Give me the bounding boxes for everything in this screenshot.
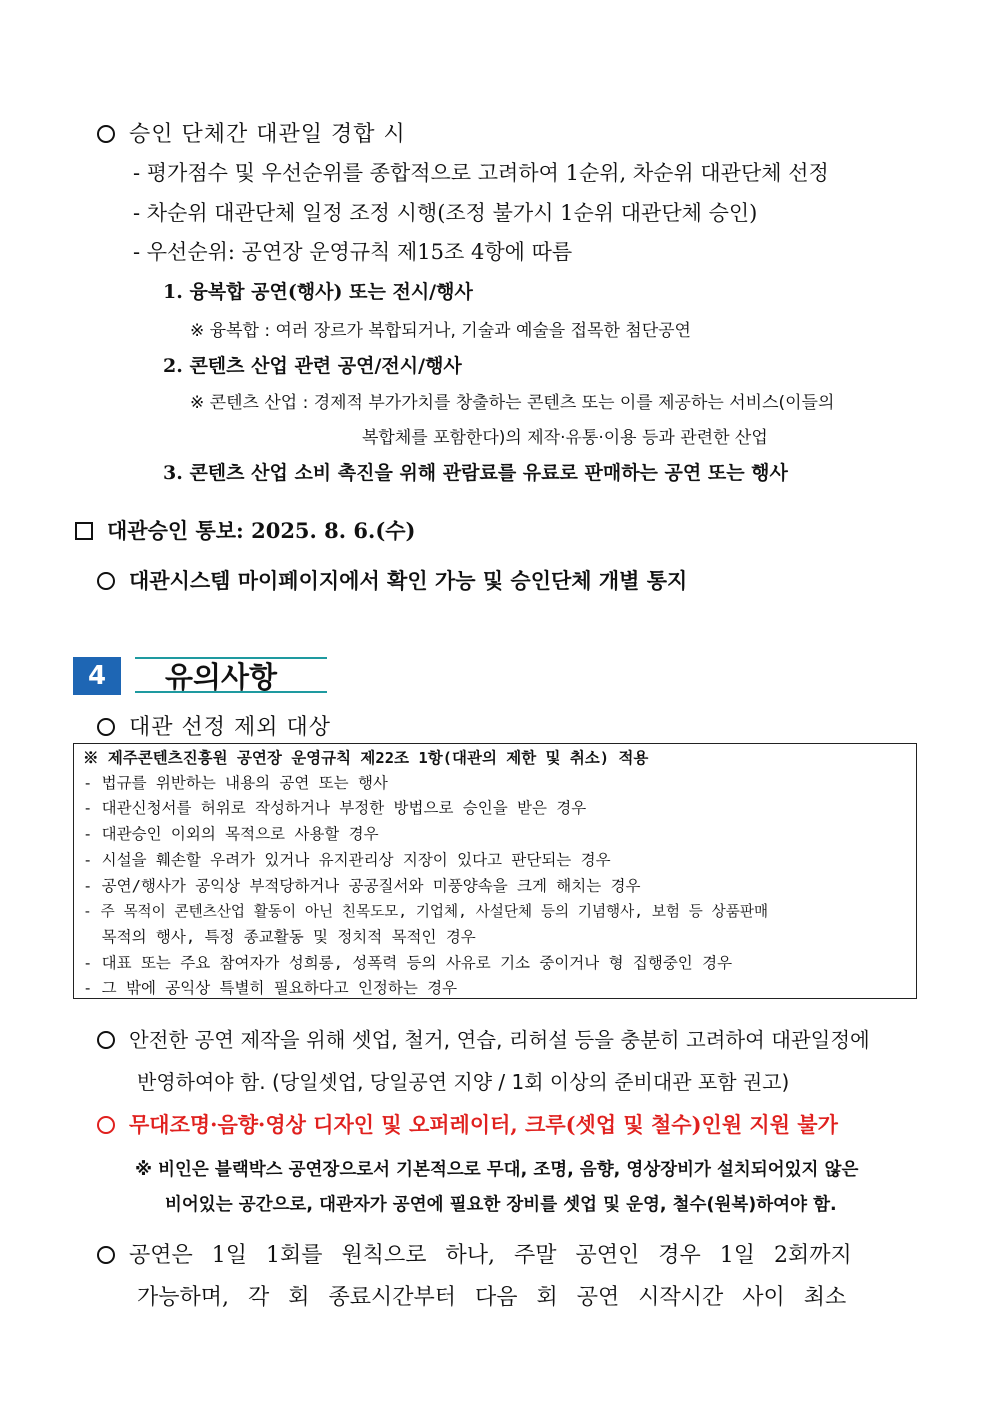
circle-bullet-icon — [97, 718, 115, 736]
blackbox-note-a: ※ 비인은 블랙박스 공연장으로서 기본적으로 무대, 조명, 음향, 영상장비가 설치되어있지 않은 — [135, 1160, 859, 1180]
circle-bullet-icon — [97, 125, 115, 143]
box-row: 목적의 행사, 특정 종교활동 및 정치적 목적인 경우 — [83, 928, 476, 946]
box-row: - 주 목적이 콘텐츠산업 활동이 아닌 친목도모, 기업체, 사설단체 등의 기념행사, 보험 등 상품판매 — [83, 903, 769, 920]
exclusion-box — [73, 743, 917, 999]
box-row: - 시설을 훼손할 우려가 있거나 유지관리상 지장이 있다고 판단되는 경우 — [83, 851, 611, 869]
priority-item-2: 2. 콘텐츠 산업 관련 공연/전시/행사 — [163, 355, 462, 377]
dash-item-3: - 우선순위: 공연장 운영규칙 제15조 4항에 따름 — [133, 240, 573, 264]
priority-item-3: 3. 콘텐츠 산업 소비 촉진을 위해 관람료를 유료로 판매하는 공연 또는 행사 — [163, 462, 788, 484]
section-title: 유의사항 — [135, 657, 327, 693]
priority-item-2-note-a: ※ 콘텐츠 산업 : 경제적 부가가치를 창출하는 콘텐츠 또는 이를 제공하는 서비스(이들의 — [190, 393, 835, 413]
safety-paragraph-a: 안전한 공연 제작을 위해 셋업, 철거, 연습, 리허설 등을 충분히 고려하여 대관일정에 — [97, 1024, 870, 1053]
dash-item-1: - 평가점수 및 우선순위를 종합적으로 고려하여 1순위, 차순위 대관단체 선정 — [133, 161, 829, 185]
square-bullet-icon — [75, 522, 93, 540]
dash-item-2: - 차순위 대관단체 일정 조정 시행(조정 불가시 1순위 대관단체 승인) — [133, 201, 758, 225]
box-row: ※ 제주콘텐츠진흥원 공연장 운영규칙 제22조 1항(대관의 제한 및 취소) 적용 — [83, 749, 649, 767]
priority-item-2-note-b: 복합체를 포함한다)의 제작·유통·이용 등과 관련한 산업 — [362, 428, 768, 448]
performance-paragraph-b: 가능하며, 각 회 종료시간부터 다음 회 공연 시작시간 사이 최소 — [137, 1285, 847, 1310]
circle-bullet-icon — [97, 1246, 115, 1264]
exclusion-heading: 대관 선정 제외 대상 — [97, 710, 331, 741]
blackbox-note-b: 비어있는 공간으로, 대관자가 공연에 필요한 장비를 셋업 및 운영, 철수(원복)하여야 함. — [165, 1195, 837, 1215]
performance-paragraph-a: 공연은 1일 1회를 원칙으로 하나, 주말 공연인 경우 1일 2회까지 — [97, 1238, 852, 1269]
box-row: - 법규를 위반하는 내용의 공연 또는 행사 — [83, 774, 388, 792]
safety-paragraph-b: 반영하여야 함. (당일셋업, 당일공연 지양 / 1회 이상의 준비대관 포함 권고) — [137, 1070, 790, 1094]
circle-bullet-icon — [97, 572, 115, 590]
contest-heading: 승인 단체간 대관일 경합 시 — [97, 117, 406, 148]
box-row: - 대관승인 이외의 목적으로 사용할 경우 — [83, 825, 379, 843]
section-number: 4 — [73, 657, 121, 695]
circle-bullet-icon — [97, 1116, 115, 1134]
priority-item-1-note: ※ 융복합 : 여러 장르가 복합되거나, 기술과 예술을 접목한 첨단공연 — [190, 321, 691, 341]
approval-notice: 대관승인 통보: 2025. 8. 6.(수) — [75, 515, 415, 545]
red-warning-line: 무대조명·음향·영상 디자인 및 오퍼레이터, 크루(셋업 및 철수)인원 지원 불가 — [97, 1109, 838, 1139]
circle-bullet-icon — [97, 1031, 115, 1049]
box-row: - 대관신청서를 허위로 작성하거나 부정한 방법으로 승인을 받은 경우 — [83, 799, 587, 817]
box-row: - 대표 또는 주요 참여자가 성희롱, 성폭력 등의 사유로 기소 중이거나 형 집행중인 경우 — [83, 954, 733, 972]
box-row: - 그 밖에 공익상 특별히 필요하다고 인정하는 경우 — [83, 979, 458, 997]
box-row: - 공연/행사가 공익상 부적당하거나 공공질서와 미풍양속을 크게 해치는 경우 — [83, 877, 641, 895]
approval-notice-sub: 대관시스템 마이페이지에서 확인 가능 및 승인단체 개별 통지 — [97, 565, 687, 595]
priority-item-1: 1. 융복합 공연(행사) 또는 전시/행사 — [163, 281, 473, 303]
